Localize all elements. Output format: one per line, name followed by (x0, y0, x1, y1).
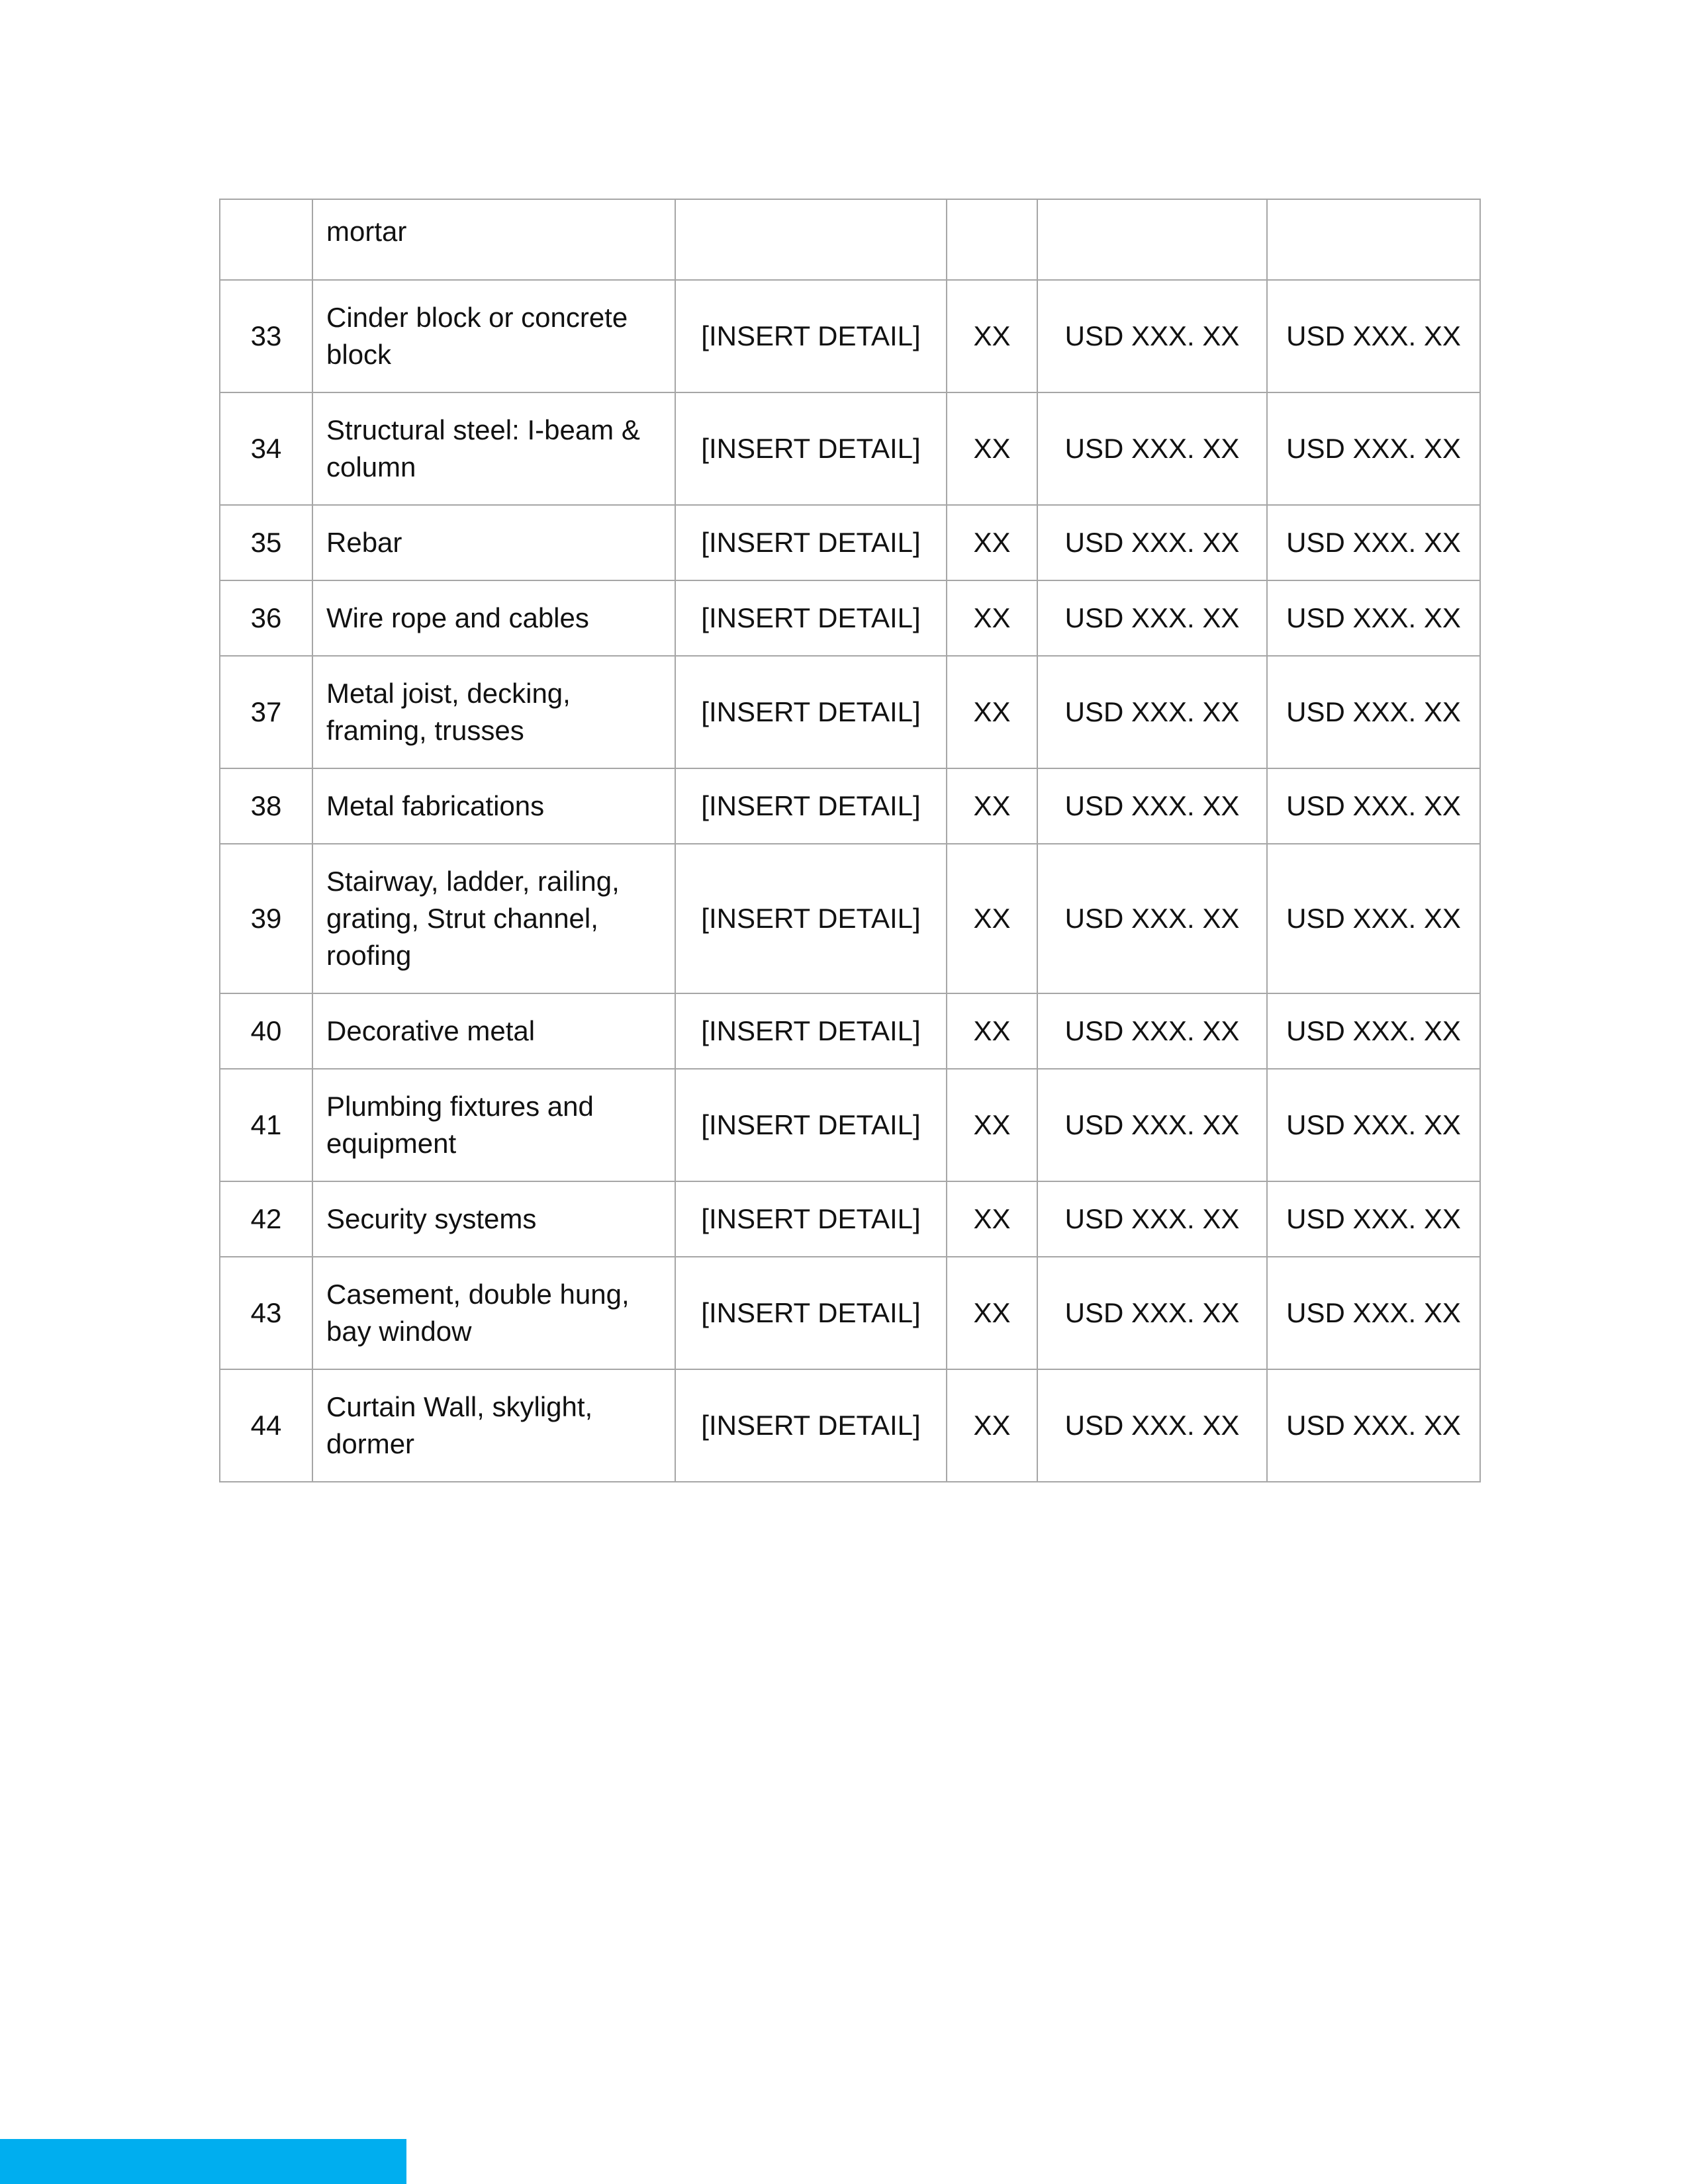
table-row (220, 1369, 1480, 1482)
cell-total: USD XXX. XX (1267, 280, 1480, 392)
cell-total (1267, 199, 1480, 280)
cell-detail: [INSERT DETAIL] (675, 1257, 947, 1369)
cell-detail: [INSERT DETAIL] (675, 1069, 947, 1181)
cell-detail: [INSERT DETAIL] (675, 505, 947, 580)
cell-unit-price: USD XXX. XX (1037, 1257, 1267, 1369)
cell-unit-price: USD XXX. XX (1037, 505, 1267, 580)
cell-unit-price: USD XXX. XX (1037, 580, 1267, 656)
cell-no (220, 199, 312, 280)
cell-total: USD XXX. XX (1267, 993, 1480, 1069)
cell-no: 36 (220, 580, 312, 656)
table-row (220, 1069, 1480, 1181)
cell-qty: XX (947, 1069, 1037, 1181)
cell-item: Cinder block or concrete block (312, 280, 675, 392)
cell-unit-price: USD XXX. XX (1037, 1069, 1267, 1181)
cell-unit-price: USD XXX. XX (1037, 1369, 1267, 1482)
table-row (220, 993, 1480, 1069)
table-row (220, 844, 1480, 993)
cell-total: USD XXX. XX (1267, 844, 1480, 993)
cell-detail (675, 199, 947, 280)
cell-item: Security systems (312, 1181, 675, 1257)
cell-item: Plumbing fixtures and equipment (312, 1069, 675, 1181)
cell-no: 38 (220, 768, 312, 844)
cell-unit-price: USD XXX. XX (1037, 768, 1267, 844)
cell-detail: [INSERT DETAIL] (675, 580, 947, 656)
table-row (220, 505, 1480, 580)
cell-total: USD XXX. XX (1267, 768, 1480, 844)
cell-total: USD XXX. XX (1267, 580, 1480, 656)
cell-unit-price: USD XXX. XX (1037, 656, 1267, 768)
materials-table (219, 199, 1481, 1482)
cell-total: USD XXX. XX (1267, 656, 1480, 768)
cell-detail: [INSERT DETAIL] (675, 768, 947, 844)
cell-no: 43 (220, 1257, 312, 1369)
brand-accent-bar (0, 2139, 406, 2184)
cell-no: 35 (220, 505, 312, 580)
cell-item: Rebar (312, 505, 675, 580)
cell-no: 42 (220, 1181, 312, 1257)
cell-item: Curtain Wall, skylight, dormer (312, 1369, 675, 1482)
cell-detail: [INSERT DETAIL] (675, 280, 947, 392)
cell-no: 40 (220, 993, 312, 1069)
table-row (220, 656, 1480, 768)
cell-unit-price: USD XXX. XX (1037, 993, 1267, 1069)
cell-qty: XX (947, 844, 1037, 993)
cell-item: Wire rope and cables (312, 580, 675, 656)
cell-item: Stairway, ladder, railing, grating, Strut channel, roofing (312, 844, 675, 993)
cell-qty: XX (947, 1369, 1037, 1482)
cell-detail: [INSERT DETAIL] (675, 844, 947, 993)
cell-no: 44 (220, 1369, 312, 1482)
cell-item: mortar (312, 199, 675, 280)
cell-qty: XX (947, 656, 1037, 768)
cell-total: USD XXX. XX (1267, 1257, 1480, 1369)
cell-no: 33 (220, 280, 312, 392)
cell-unit-price: USD XXX. XX (1037, 844, 1267, 993)
cell-total: USD XXX. XX (1267, 1369, 1480, 1482)
table-row (220, 580, 1480, 656)
cell-qty: XX (947, 580, 1037, 656)
cell-item: Metal joist, decking, framing, trusses (312, 656, 675, 768)
table-row (220, 280, 1480, 392)
cell-total: USD XXX. XX (1267, 505, 1480, 580)
cell-item: Decorative metal (312, 993, 675, 1069)
cell-no: 37 (220, 656, 312, 768)
table-row (220, 1257, 1480, 1369)
cell-unit-price (1037, 199, 1267, 280)
cell-item: Casement, double hung, bay window (312, 1257, 675, 1369)
cell-qty: XX (947, 280, 1037, 392)
cell-qty: XX (947, 392, 1037, 505)
cell-qty: XX (947, 1257, 1037, 1369)
cell-unit-price: USD XXX. XX (1037, 1181, 1267, 1257)
cell-total: USD XXX. XX (1267, 1181, 1480, 1257)
cell-qty (947, 199, 1037, 280)
cell-detail: [INSERT DETAIL] (675, 656, 947, 768)
cell-detail: [INSERT DETAIL] (675, 392, 947, 505)
cell-total: USD XXX. XX (1267, 1069, 1480, 1181)
cell-qty: XX (947, 768, 1037, 844)
cell-total: USD XXX. XX (1267, 392, 1480, 505)
materials-table-body (220, 199, 1480, 1482)
table-row (220, 1181, 1480, 1257)
cell-detail: [INSERT DETAIL] (675, 993, 947, 1069)
cell-qty: XX (947, 1181, 1037, 1257)
cell-item: Metal fabrications (312, 768, 675, 844)
cell-qty: XX (947, 993, 1037, 1069)
cell-item: Structural steel: I-beam & column (312, 392, 675, 505)
cell-unit-price: USD XXX. XX (1037, 392, 1267, 505)
table-row-continued (220, 199, 1480, 280)
cell-detail: [INSERT DETAIL] (675, 1369, 947, 1482)
cell-unit-price: USD XXX. XX (1037, 280, 1267, 392)
cell-no: 34 (220, 392, 312, 505)
table-row (220, 768, 1480, 844)
cell-qty: XX (947, 505, 1037, 580)
table-row (220, 392, 1480, 505)
cell-no: 41 (220, 1069, 312, 1181)
cell-detail: [INSERT DETAIL] (675, 1181, 947, 1257)
cell-no: 39 (220, 844, 312, 993)
